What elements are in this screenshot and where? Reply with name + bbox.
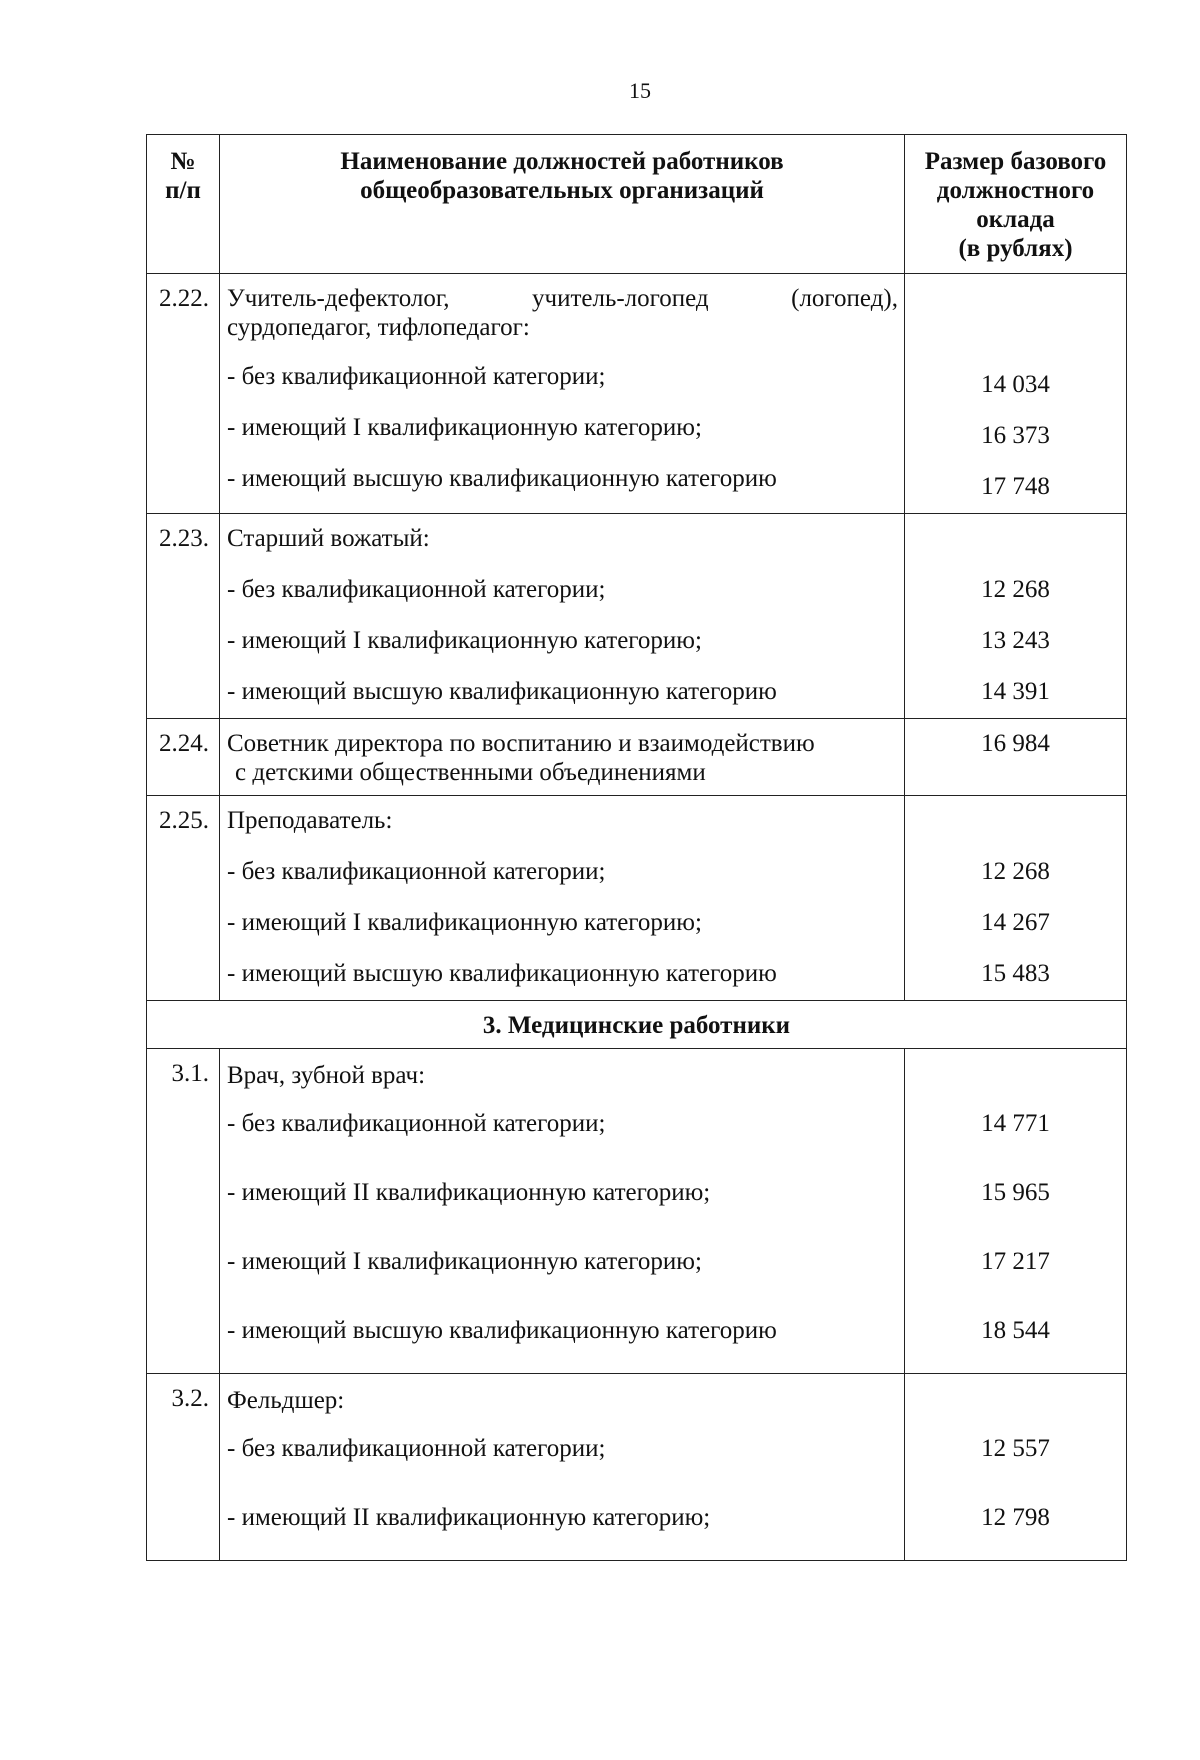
row-number: 2.22.: [147, 274, 220, 514]
row-number: 2.25.: [147, 796, 220, 1001]
salary-value: 15 965: [981, 1179, 1050, 1206]
salary-table: [146, 134, 1127, 1561]
salary-value: 17 748: [981, 473, 1050, 500]
position-title: Преподаватель:: [227, 807, 393, 834]
salary-value: 14 391: [981, 678, 1050, 705]
row-number: 3.2.: [147, 1374, 220, 1561]
position-title: Врач, зубной врач:: [227, 1062, 426, 1089]
category-item: - имеющий высшую квалификационную категорию: [227, 465, 777, 492]
category-item: - имеющий I квалификационную категорию;: [227, 414, 702, 441]
header-num: [147, 135, 220, 274]
row-number: 3.1.: [147, 1049, 220, 1374]
table-header-row: [147, 135, 1127, 274]
category-item: - без квалификационной категории;: [227, 363, 606, 390]
header-value-line: оклада: [976, 206, 1055, 233]
salary-value: 12 268: [981, 858, 1050, 885]
header-name-line: общеобразовательных организаций: [360, 177, 764, 204]
table-row: [147, 1049, 1127, 1374]
section-row: [147, 1001, 1127, 1049]
category-item: - имеющий II квалификационную категорию;: [227, 1504, 711, 1531]
position-title-line: Советник директора по воспитанию и взаимодействию: [227, 730, 815, 757]
page-number: 15: [629, 78, 651, 103]
position-cell: [220, 1049, 905, 1374]
salary-cell: [905, 1374, 1127, 1561]
position-title: Фельдшер:: [227, 1387, 345, 1414]
salary-value: 12 268: [981, 576, 1050, 603]
position-cell: [220, 796, 905, 1001]
table-row: [147, 796, 1127, 1001]
position-title-line: Учитель-дефектолог, учитель-логопед (логопед),: [227, 285, 898, 312]
category-item: - без квалификационной категории;: [227, 858, 606, 885]
header-value: [905, 135, 1127, 274]
position-title: [220, 274, 904, 352]
salary-value: 13 243: [981, 627, 1050, 654]
table-row: [147, 1374, 1127, 1561]
header-value-line: (в рублях): [958, 235, 1073, 262]
header-value-line: должностного: [936, 177, 1095, 204]
category-item: - без квалификационной категории;: [227, 576, 606, 603]
salary-value: 16 373: [981, 422, 1050, 449]
salary-cell: [905, 796, 1127, 1001]
salary-cell: [905, 274, 1127, 514]
category-item: - имеющий I квалификационную категорию;: [227, 627, 702, 654]
section-title: 3. Медицинские работники: [147, 1001, 1127, 1049]
category-item: - имеющий I квалификационную категорию;: [227, 1248, 702, 1275]
position-cell: [220, 719, 905, 796]
position-title: Старший вожатый:: [227, 525, 430, 552]
table-row: [147, 274, 1127, 514]
position-cell: [220, 1374, 905, 1561]
category-item: - имеющий высшую квалификационную категорию: [227, 960, 777, 987]
category-item: - без квалификационной категории;: [227, 1435, 606, 1462]
category-item: - имеющий II квалификационную категорию;: [227, 1179, 711, 1206]
position-cell: [220, 514, 905, 719]
salary-value: 12 798: [981, 1504, 1050, 1531]
position-cell: [220, 274, 905, 514]
salary-cell: [905, 1049, 1127, 1374]
salary-value: 18 544: [981, 1317, 1050, 1344]
table-row: [147, 719, 1127, 796]
table-row: [147, 514, 1127, 719]
salary-value: 15 483: [981, 960, 1050, 987]
position-title-line: сурдопедагог, тифлопедагог:: [227, 314, 530, 341]
header-value-line: Размер базового: [924, 148, 1107, 175]
category-item: - без квалификационной категории;: [227, 1110, 606, 1137]
salary-value: 17 217: [981, 1248, 1050, 1275]
row-number: 2.23.: [147, 514, 220, 719]
salary-cell: [905, 719, 1127, 796]
salary-value: 14 771: [981, 1110, 1050, 1137]
header-name: [220, 135, 905, 274]
category-item: - имеющий I квалификационную категорию;: [227, 909, 702, 936]
header-num-line: п/п: [165, 177, 201, 204]
header-name-line: Наименование должностей работников: [340, 148, 784, 175]
header-num-line: №: [170, 148, 196, 175]
position-title: [220, 719, 904, 795]
salary-cell: [905, 514, 1127, 719]
row-number: 2.24.: [147, 719, 220, 796]
salary-value: 14 034: [981, 371, 1050, 398]
salary-value: 14 267: [981, 909, 1050, 936]
salary-value: 16 984: [981, 730, 1050, 757]
category-item: - имеющий высшую квалификационную категорию: [227, 1317, 777, 1344]
position-title-line: с детскими общественными объединениями: [235, 759, 706, 786]
salary-value: 12 557: [981, 1435, 1050, 1462]
category-item: - имеющий высшую квалификационную категорию: [227, 678, 777, 705]
